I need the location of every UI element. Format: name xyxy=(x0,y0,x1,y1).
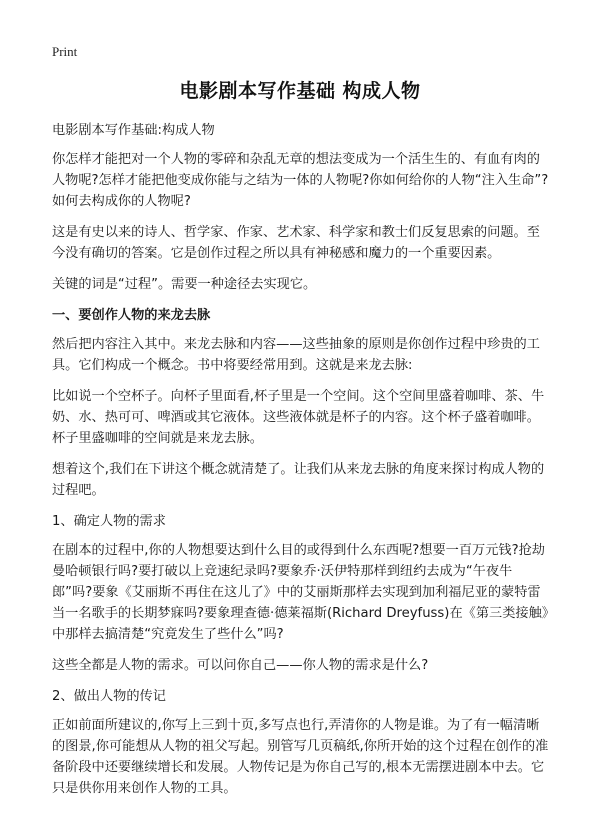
section-paragraph: 想着这个,我们在下讲这个概念就清楚了。让我们从来龙去脉的角度来探讨构成人物的过程吧。 xyxy=(52,462,545,498)
article-subtitle: 电影剧本写作基础:构成人物 xyxy=(52,123,215,138)
section-paragraph: 比如说一个空杯子。向杯子里面看,杯子里是一个空间。这个空间里盛着咖啡、茶、牛奶、水、热可可、啤酒或其它液体。这些液体就是杯子的内容。这个杯子盛着咖啡。杯子里盛咖啡的空间就是来龙去脉。 xyxy=(52,389,545,446)
section-paragraph: 然后把内容注入其中。来龙去脉和内容——这些抽象的原则是你创作过程中珍贵的工具。它们构成一个概念。书中将要经常用到。这就是来龙去脉: xyxy=(52,337,540,373)
intro-paragraph: 这是有史以来的诗人、哲学家、作家、艺术家、科学家和教士们反复思索的问题。至今没有确切的答案。它是创作过程之所以具有神秘感和魔力的一个重要因素。 xyxy=(52,225,540,261)
section-paragraph: 这些全都是人物的需求。可以问你自己——你人物的需求是什么? xyxy=(52,658,429,673)
article-title: 电影剧本写作基础 构成人物 xyxy=(179,80,421,102)
intro-paragraph: 关键的词是“过程”。需要一种途径去实现它。 xyxy=(52,277,317,292)
section-heading: 一、要创作人物的来龙去脉 xyxy=(52,308,211,323)
article-body xyxy=(52,120,552,809)
section-paragraph: 在剧本的过程中,你的人物想要达到什么目的或得到什么东西呢?想要一百万元钱?抢劫曼哈顿银行吗?要打破以上竞速纪录吗?要象乔·沃伊特那样到纽约去成为“午夜牛郎”吗?要象《艾丽斯不再住在这儿了》中的艾丽斯那样去实现到加利福尼亚的蒙特雷当一名歌手的长期梦寐吗?要象理查德·德莱福斯(Richard Dreyfuss)在《第三类接触》中那样去搞清楚“究竟发生了些什么”吗? xyxy=(52,543,549,642)
intro-paragraph: 你怎样才能把对一个人物的零碎和杂乱无章的想法变成为一个活生生的、有血有肉的人物呢?怎样才能把他变成你能与之结为一体的人物呢?你如何给你的人物“注入生命”?如何去构成你的人物呢? xyxy=(52,152,549,209)
subsection-heading: 2、做出人物的传记 xyxy=(52,689,166,704)
subsection-heading: 1、确定人物的需求 xyxy=(52,514,166,529)
section-paragraph: 正如前面所建议的,你写上三到十页,多写点也行,弄清你的人物是谁。为了有一幅清晰的图景,你可能想从人物的祖父写起。别管写几页稿纸,你所开始的这个过程在创作的准备阶段中还要继续增长和发展。人物传记是为你自己写的,根本无需摆进剧本中去。它只是供你用来创作人物的工具。 xyxy=(52,718,549,796)
print-link[interactable]: Print xyxy=(52,44,78,59)
